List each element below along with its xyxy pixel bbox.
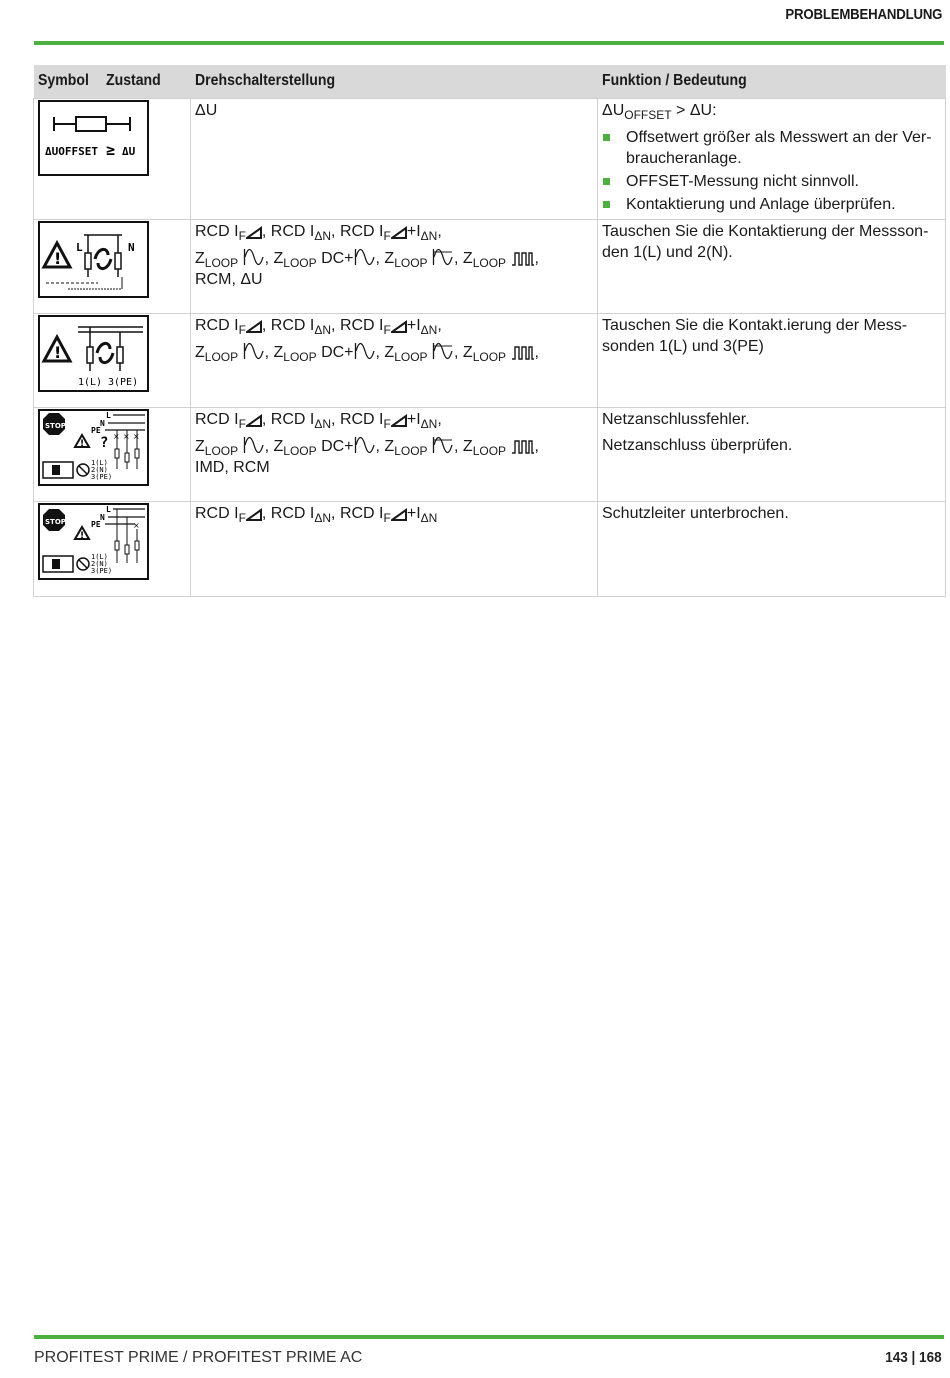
switch-line-extra: IMD, RCM [195,458,270,476]
switch-position: ΔU [191,98,598,219]
switch-position [191,219,598,313]
svg-text:×: × [133,431,140,441]
table-row [34,98,946,219]
list-item: Offsetwert größer als Messwert an der Verbraucheranlage. [602,127,941,169]
ramp-icon [391,320,407,334]
sine-wave-icon [354,435,376,455]
svg-text:2(N): 2(N) [91,465,108,474]
ramp-icon [391,414,407,428]
page-section-title: PROBLEMBEHANDLUNG [785,6,942,23]
sine-wave-icon [243,341,265,361]
header-funktion: Funktion / Bedeutung [598,65,946,98]
swap-probes-ln-lcd-icon [38,221,149,298]
sine-wave-bar-icon [432,435,454,455]
table-row [34,219,946,313]
sine-wave-bar-icon [432,341,454,361]
svg-text:1(L): 1(L) [91,458,108,467]
table-row [34,313,946,407]
list-item: OFFSET-Messung nicht sinnvoll. [602,171,941,192]
svg-text:L: L [106,504,111,514]
pe-interrupted-lcd-icon [38,503,149,580]
svg-text:!: ! [54,342,62,362]
switch-position [191,313,598,407]
svg-text:STOP: STOP [45,517,66,526]
svg-text:1(L): 1(L) [78,376,103,388]
header-drehschalter: Drehschalterstellung [191,65,598,98]
pulse-wave-icon [511,439,535,455]
svg-text:1(L): 1(L) [91,552,108,561]
sine-wave-bar-icon [432,247,454,267]
svg-text:STOP: STOP [45,421,66,430]
svg-text:N: N [128,240,135,254]
table-row [34,501,946,596]
ramp-icon [391,226,407,240]
page-number: 143 | 168 [885,1349,942,1366]
svg-text:N: N [100,512,105,522]
svg-text:PE: PE [91,425,101,435]
switch-line-rcd: RCD $I_F$ , RCD $I_{\Delta N}$, RCD $I_F +I_{\Delta N}$ [195,504,438,525]
ramp-icon [391,508,407,522]
function-text: Netzanschlussfehler. Netzanschluss überprüfen. [598,407,946,501]
switch-line-zloop: $Z_{LOOP}$ , $Z_{LOOP}$ DC+ , $Z_{LOOP}$ , $Z_{LOOP}$ , [195,247,593,269]
svg-text:ΔUOFFSET: ΔUOFFSET [45,144,98,158]
svg-text:2(N): 2(N) [91,559,108,568]
header-zustand: Zustand [102,65,191,98]
function-text: Tauschen Sie die Kontaktierung der Messsonden 1(L) und 2(N). [598,219,946,313]
switch-line-rcd: RCD $I_F$ , RCD $I_{\Delta N}$, RCD $I_F +I_{\Delta N}$, [195,222,442,243]
troubleshooting-table [33,65,946,597]
function-text: $\Delta U_{OFFSET} > \Delta U$: Offsetwert größer als Messwert an der Verbraucheranlage. OFFSET-Messung nicht sinnvoll. Kontaktierung und Anlage überprüfen. [598,98,946,219]
offset-lcd-icon [38,100,149,176]
svg-text:3(PE): 3(PE) [91,472,113,481]
switch-position [191,407,598,501]
svg-text:×: × [113,431,120,441]
function-text: Schutzleiter unterbrochen. [598,501,946,596]
sine-wave-icon [354,247,376,267]
footer-rule [34,1335,944,1339]
svg-text:×: × [133,520,140,530]
sine-wave-icon [243,247,265,267]
swap-probes-lpe-lcd-icon [38,315,149,392]
svg-text:?: ? [100,434,109,451]
switch-line-zloop: $Z_{LOOP}$ , $Z_{LOOP}$ DC+ , $Z_{LOOP}$ , $Z_{LOOP}$ , [195,435,593,457]
table-row [34,407,946,501]
table-header-row [34,65,946,98]
svg-text:!: ! [80,530,85,541]
switch-line-rcd: RCD $I_F$ , RCD $I_{\Delta N}$, RCD $I_F +I_{\Delta N}$, [195,316,442,337]
svg-text:!: ! [54,248,62,268]
ramp-icon [246,226,262,240]
svg-text:3(PE): 3(PE) [91,566,113,575]
pulse-wave-icon [511,345,535,361]
svg-text:≥: ≥ [106,140,116,159]
svg-text:ΔU: ΔU [122,144,136,158]
svg-text:!: ! [80,438,85,449]
svg-text:L: L [76,240,83,254]
switch-line-extra: RCM, ΔU [195,270,263,288]
svg-text:3(PE): 3(PE) [108,376,139,388]
svg-text:×: × [123,431,130,441]
switch-line-rcd: RCD $I_F$ , RCD $I_{\Delta N}$, RCD $I_F +I_{\Delta N}$, [195,410,442,431]
header-symbol: Symbol [34,65,102,98]
sine-wave-icon [243,435,265,455]
function-text: Tauschen Sie die Kontakt.ierung der Messsonden 1(L) und 3(PE) [598,313,946,407]
switch-position [191,501,598,596]
ramp-icon [246,320,262,334]
list-item: Kontaktierung und Anlage überprüfen. [602,194,941,215]
switch-line-zloop: $Z_{LOOP}$ , $Z_{LOOP}$ DC+ , $Z_{LOOP}$ , $Z_{LOOP}$ , [195,341,593,363]
pulse-wave-icon [511,251,535,267]
svg-text:PE: PE [91,519,101,529]
ramp-icon [246,508,262,522]
header-rule [34,41,944,45]
mains-error-lcd-icon [38,409,149,486]
sine-wave-icon [354,341,376,361]
svg-text:N: N [100,418,105,428]
svg-text:L: L [106,410,111,420]
ramp-icon [246,414,262,428]
footer-product-name: PROFITEST PRIME / PROFITEST PRIME AC [34,1349,363,1366]
